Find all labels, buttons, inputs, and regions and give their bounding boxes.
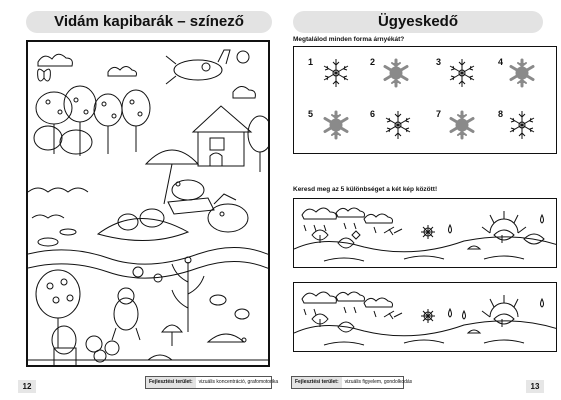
difference-picture-bottom	[293, 282, 557, 352]
development-area-label: Fejlesztési terület:	[292, 377, 342, 388]
item-number-1: 1	[308, 57, 314, 67]
snowflake-shadow-2	[385, 60, 407, 86]
item-number-3: 3	[436, 57, 442, 67]
autumn-scene-bottom	[294, 283, 557, 352]
snowflake-shape-1	[324, 59, 348, 87]
development-area-value: vizuális koncentráció, grafomotorika	[198, 379, 279, 385]
item-number-7: 7	[436, 109, 442, 119]
development-area-value: vizuális figyelem, gondolkodás	[344, 379, 413, 385]
page-title-skills: Ügyeskedő	[293, 11, 543, 33]
snowflake-shadow-4	[511, 60, 533, 86]
development-area-label: Fejlesztési terület:	[146, 377, 196, 388]
coloring-picture	[26, 40, 270, 367]
item-number-4: 4	[498, 57, 504, 67]
difference-picture-top	[293, 198, 557, 268]
capybara-coloring-illustration	[28, 42, 270, 367]
snowflake-shape-8	[510, 111, 534, 139]
task1-instruction: Megtalálod minden forma árnyékát?	[293, 36, 405, 43]
snowflake-shadow-5	[325, 112, 347, 138]
item-number-2: 2	[370, 57, 376, 67]
left-page	[0, 0, 280, 400]
page-number: 13	[526, 380, 544, 393]
autumn-scene-top	[294, 199, 557, 268]
task2-instruction: Keresd meg az 5 különbséget a két kép között!	[293, 186, 438, 193]
snowflake-shape-6	[386, 111, 410, 139]
page-title-coloring: Vidám kapibarák – színező	[26, 11, 272, 33]
page-number: 12	[18, 380, 36, 393]
item-number-8: 8	[498, 109, 504, 119]
snowflake-shapes	[294, 47, 558, 155]
development-area-note	[291, 376, 413, 389]
item-number-6: 6	[370, 109, 376, 119]
snowflake-shape-3	[450, 59, 474, 87]
shadow-matching-task	[293, 46, 557, 154]
right-page	[281, 0, 561, 400]
item-number-5: 5	[308, 109, 314, 119]
snowflake-shadow-7	[451, 112, 473, 138]
development-area-note	[145, 376, 279, 389]
